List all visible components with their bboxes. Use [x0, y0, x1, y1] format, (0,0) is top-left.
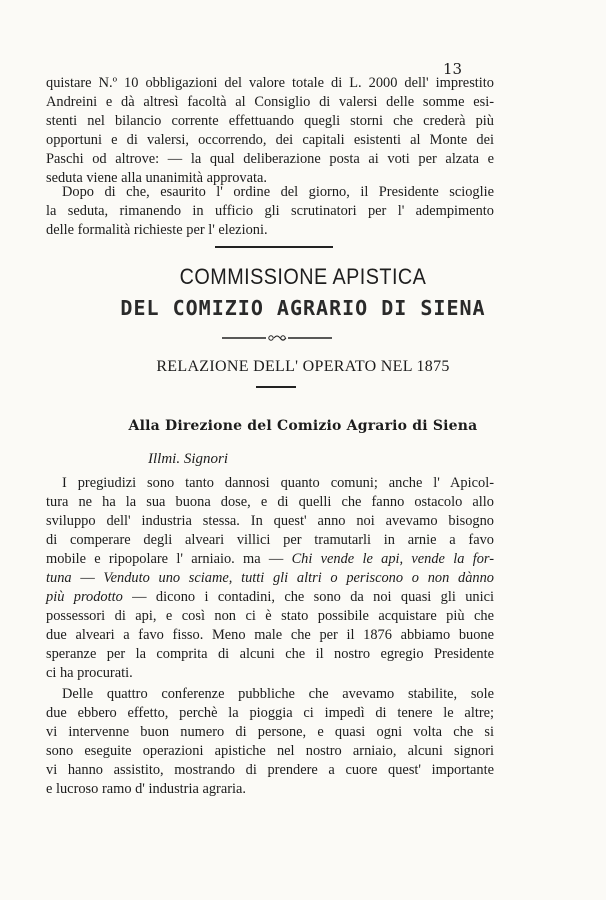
paragraph-2: [46, 183, 494, 240]
text-line: delle formalità richieste per l' elezioni.: [46, 222, 268, 238]
text-line: di comperare degli alveari villici per tramutarli in arnie a favo: [46, 532, 494, 548]
section-divider: [215, 246, 333, 248]
text-line: ci ha procurati.: [46, 665, 133, 681]
text-line: Dopo di che, esaurito l' ordine del giorno, il Presidente scioglie: [62, 184, 494, 200]
text-line: speranze per la comprita di alcuni che il nostro egregio Presidente: [46, 646, 494, 662]
italic-phrase: Venduto uno sciame, tutti gli altri o periscono o non dànno: [103, 570, 494, 586]
text-line: Andreini e dà altresì facoltà al Consiglio di valersi delle somme esi-: [46, 94, 494, 110]
paragraph-4: [46, 685, 494, 799]
text-line: e lucroso ramo d' industria agraria.: [46, 781, 246, 797]
text-line: I pregiudizi sono tanto dannosi quanto comuni; anche l' Apicol-: [62, 475, 494, 491]
italic-phrase: più prodotto: [46, 589, 123, 605]
text-line: seduta viene alla unanimità approvata.: [46, 170, 267, 186]
page-number: 13: [443, 60, 463, 78]
paragraph-1: [46, 74, 494, 188]
text-fragment: —: [71, 570, 104, 586]
text-line: due ebbero effetto, perchè la pioggia ci impedì di tenere le altre;: [46, 705, 494, 721]
paragraph-3: [46, 474, 494, 683]
text-line: due alveari a favo fisso. Meno male che per il 1876 abbiamo buone: [46, 627, 494, 643]
text-line: la seduta, rimanendo in ufficio gli scrutinatori per l' adempimento: [46, 203, 494, 219]
text-line-mixed: [46, 588, 494, 607]
text-fragment: — dicono i contadini, che sono da noi quasi gli unici: [122, 589, 494, 605]
text-line: Delle quattro conferenze pubbliche che avevamo stabilite, sole: [62, 686, 494, 702]
text-fragment: mobile e ripopolare l' arniaio. ma —: [46, 551, 292, 567]
commission-subtitle: DEL COMIZIO AGRARIO DI SIENA: [120, 296, 486, 320]
text-line: vi intervenne buon numero di persone, e quasi ogni volta che si: [46, 724, 494, 740]
italic-phrase: tuna: [46, 570, 72, 586]
text-line: Paschi od altrove: — la qual deliberazione posta ai voti per alzata e: [46, 151, 494, 167]
report-title: RELAZIONE DELL' OPERATO NEL 1875: [156, 358, 450, 375]
italic-phrase: Chi vende le api, vende la for-: [291, 551, 494, 567]
text-line-mixed: [46, 569, 494, 588]
address-line: Alla Direzione del Comizio Agrario di Siena: [128, 418, 478, 434]
text-line-mixed: [46, 550, 494, 569]
commission-title: COMMISSIONE APISTICA: [179, 264, 427, 289]
ornament-divider: [222, 334, 332, 342]
text-line: quistare N.º 10 obbligazioni del valore totale di L. 2000 dell' imprestito: [46, 75, 494, 91]
text-line: stenti nel bilancio corrente effettuando quegli storni che crederà più: [46, 113, 494, 129]
text-line: possessori di api, e così non ci è stato possibile acquistare più che: [46, 608, 494, 624]
text-line: sviluppo dell' industria stessa. In quest' anno noi avevamo bisogno: [46, 513, 494, 529]
text-line: sono eseguite operazioni apistiche nel nostro arniaio, alcuni signori: [46, 743, 494, 759]
text-line: opportuni e di valersi, occorrendo, dei capitali esistenti al Monte dei: [46, 132, 494, 148]
text-line: tura ne ha la sua buona dose, e di quelli che fanno ostacolo allo: [46, 494, 494, 510]
short-dash-divider: [256, 386, 296, 390]
salutation: Illmi. Signori: [148, 451, 229, 467]
text-line: vi hanno assistito, mostrando di prendere a cuore quest' importante: [46, 762, 494, 778]
